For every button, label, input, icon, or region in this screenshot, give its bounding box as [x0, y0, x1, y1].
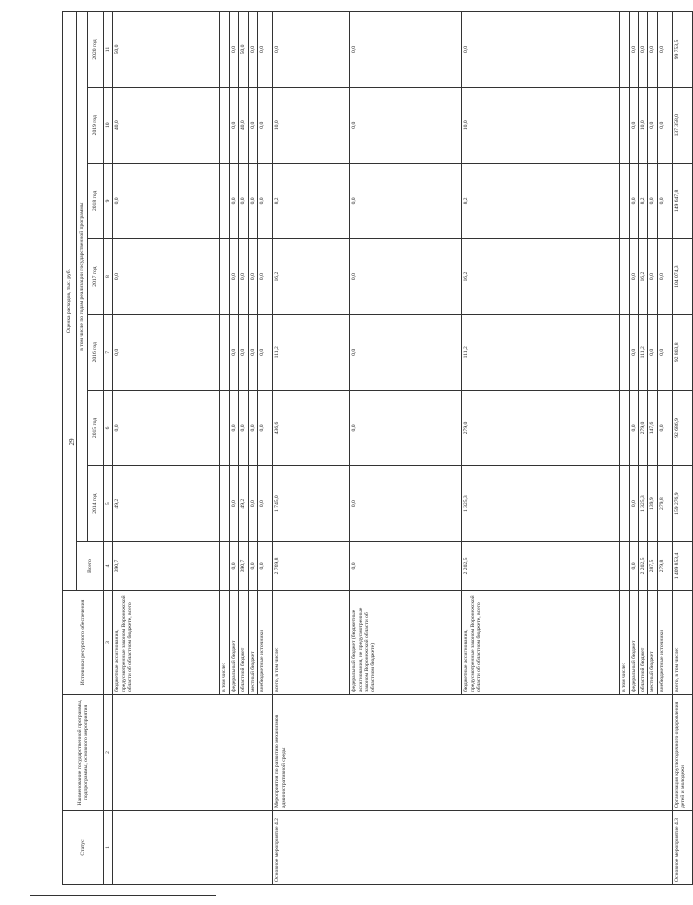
total-cell: 287,5	[648, 542, 657, 591]
value-cell: 0,0	[350, 314, 462, 390]
value-cell: 0,0	[657, 87, 672, 163]
page-number: 29	[68, 438, 76, 446]
total-cell: 0,0	[229, 542, 238, 591]
value-cell: 8,2	[273, 163, 350, 239]
total-cell: 390,7	[239, 542, 248, 591]
program-name-cell	[113, 695, 273, 811]
source-cell: всего, в том числе:	[672, 591, 692, 695]
value-cell: 111,2	[638, 314, 647, 390]
value-cell: 1 745,0	[273, 466, 350, 542]
value-cell: 0,0	[462, 12, 620, 88]
value-cell: 0,0	[239, 163, 248, 239]
value-cell: 0,0	[229, 163, 238, 239]
status-header: Статус	[63, 811, 104, 885]
year-header: 2014 год	[88, 466, 104, 542]
total-cell: 390,7	[113, 542, 220, 591]
value-cell: 149 647,8	[672, 163, 692, 239]
total-cell: 0,0	[258, 542, 273, 591]
total-cell: 279,8	[657, 542, 672, 591]
source-cell: федеральный бюджет	[629, 591, 638, 695]
source-cell: бюджетные ассигнования, предусмотренные законом Воронежской области об областном бюджете, всего	[113, 591, 220, 695]
value-cell: 8,2	[462, 163, 620, 239]
value-cell: 0,0	[258, 390, 273, 466]
program-name-cell: Мероприятия по развитию механизмов административной среды	[273, 695, 673, 811]
column-number: 1	[104, 811, 113, 885]
value-cell: 0,0	[258, 239, 273, 315]
year-header: 2019 год	[88, 87, 104, 163]
value-cell: 0,0	[629, 12, 638, 88]
column-number: 7	[104, 314, 113, 390]
value-cell: 0,0	[648, 87, 657, 163]
column-number: 5	[104, 466, 113, 542]
value-cell: 0,0	[258, 12, 273, 88]
value-cell: 0,0	[258, 466, 273, 542]
value-cell: 0,0	[629, 239, 638, 315]
year-header: 2015 год	[88, 390, 104, 466]
year-header: 2017 год	[88, 239, 104, 315]
value-cell: 0,0	[258, 314, 273, 390]
value-cell: 0,0	[229, 12, 238, 88]
value-cell: 92 686,9	[672, 390, 692, 466]
source-cell: бюджетные ассигнования, предусмотренные законом Воронежской области об областном бюджете, всего	[462, 591, 620, 695]
by-years-header: в том числе по годам реализации государственной программы	[77, 12, 88, 542]
value-cell: 50,0	[113, 12, 220, 88]
total-cell: 0,0	[350, 542, 462, 591]
value-cell: 279,8	[657, 466, 672, 542]
value-cell: 1 325,3	[638, 466, 647, 542]
source-cell: внебюджетные источники	[258, 591, 273, 695]
column-number: 3	[104, 591, 113, 695]
total-cell: 2 202,5	[462, 542, 620, 591]
source-cell: областной бюджет	[638, 591, 647, 695]
value-cell: 50,0	[239, 12, 248, 88]
resource-header: Источники ресурсного обеспечения	[63, 591, 104, 695]
value-cell: 0,0	[248, 390, 257, 466]
column-number: 6	[104, 390, 113, 466]
source-cell: внебюджетные источники	[657, 591, 672, 695]
status-cell	[113, 811, 273, 885]
value-cell: 0,0	[638, 12, 647, 88]
value-cell: 0,0	[648, 314, 657, 390]
column-number: 10	[104, 87, 113, 163]
table-row	[273, 12, 350, 885]
value-cell: 16,2	[638, 239, 647, 315]
column-number: 2	[104, 695, 113, 811]
value-cell: 0,0	[113, 390, 220, 466]
table-row	[672, 12, 692, 885]
value-cell: 147,6	[648, 390, 657, 466]
value-cell: 111,2	[273, 314, 350, 390]
source-cell: в том числе:	[220, 591, 229, 695]
total-cell: 0,0	[629, 542, 638, 591]
source-cell: местный бюджет	[648, 591, 657, 695]
source-cell: всего, в том числе:	[273, 591, 350, 695]
value-cell: 436,6	[273, 390, 350, 466]
year-header: 2016 год	[88, 314, 104, 390]
table-row	[113, 12, 220, 885]
total-cell: 2 769,8	[273, 542, 350, 591]
source-cell: областной бюджет	[239, 591, 248, 695]
budget-table-stage	[62, 12, 687, 885]
value-cell: 111,2	[462, 314, 620, 390]
value-cell: 10,0	[273, 87, 350, 163]
value-cell: 40,0	[113, 87, 220, 163]
value-cell: 0,0	[648, 12, 657, 88]
value-cell: 0,0	[113, 314, 220, 390]
value-cell: 0,0	[248, 12, 257, 88]
value-cell: 0,0	[229, 87, 238, 163]
value-cell: 0,0	[350, 163, 462, 239]
value-cell: 137 358,0	[672, 87, 692, 163]
value-cell: 0,0	[657, 12, 672, 88]
value-cell: 0,0	[248, 163, 257, 239]
value-cell: 0,0	[657, 390, 672, 466]
total-cell: 2 202,5	[638, 542, 647, 591]
value-cell: 49,2	[113, 466, 220, 542]
value-cell: 16,2	[462, 239, 620, 315]
cost-estimate-header: Оценка расходов, тыс. руб.	[63, 12, 77, 591]
value-cell: 0,0	[273, 12, 350, 88]
column-number: 4	[104, 542, 113, 591]
total-cell: 0,0	[248, 542, 257, 591]
value-cell: 279,0	[462, 390, 620, 466]
value-cell: 0,0	[248, 239, 257, 315]
value-cell: 0,0	[648, 239, 657, 315]
value-cell: 0,0	[229, 390, 238, 466]
value-cell: 0,0	[239, 390, 248, 466]
source-cell: в том числе:	[620, 591, 629, 695]
program-name-header: Наименование государственной программы, подпрограммы, основного мероприятия	[63, 695, 104, 811]
value-cell: 10,0	[638, 87, 647, 163]
value-cell: 0,0	[258, 163, 273, 239]
value-cell: 99 753,5	[672, 12, 692, 88]
value-cell: 0,0	[657, 239, 672, 315]
source-cell: федеральный бюджет	[229, 591, 238, 695]
value-cell: 0,0	[629, 163, 638, 239]
value-cell: 8,2	[638, 163, 647, 239]
source-cell: федеральный бюджет (бюджетные ассигнования, не предусмотренные законом Воронежской области об областном бюджете)	[350, 591, 462, 695]
value-cell: 0,0	[239, 239, 248, 315]
column-number: 8	[104, 239, 113, 315]
year-header: 2018 год	[88, 163, 104, 239]
value-cell: 40,0	[239, 87, 248, 163]
value-cell: 0,0	[350, 390, 462, 466]
value-cell: 0,0	[648, 163, 657, 239]
value-cell: 0,0	[657, 163, 672, 239]
value-cell: 0,0	[629, 466, 638, 542]
total-cell: 1 409 853,4	[672, 542, 692, 591]
value-cell: 0,0	[350, 87, 462, 163]
value-cell: 0,0	[248, 314, 257, 390]
status-cell: Основное мероприятие 4.2	[273, 811, 673, 885]
value-cell: 0,0	[113, 163, 220, 239]
value-cell: 16,2	[273, 239, 350, 315]
status-cell: Основное мероприятие 4.3	[672, 811, 692, 885]
budget-table	[62, 11, 693, 885]
column-number: 11	[104, 12, 113, 88]
program-name-cell: Организация круглогодичного оздоровления детей и молодежи	[672, 695, 692, 811]
value-cell: 0,0	[229, 466, 238, 542]
source-cell: местный бюджет	[248, 591, 257, 695]
value-cell: 0,0	[229, 239, 238, 315]
year-header: 2020 год	[88, 12, 104, 88]
value-cell: 0,0	[229, 314, 238, 390]
value-cell: 159 276,9	[672, 466, 692, 542]
value-cell: 104 074,3	[672, 239, 692, 315]
value-cell: 0,0	[258, 87, 273, 163]
value-cell: 0,0	[629, 87, 638, 163]
value-cell: 279,0	[638, 390, 647, 466]
value-cell: 0,0	[629, 390, 638, 466]
value-cell: 0,0	[350, 12, 462, 88]
value-cell: 1 325,3	[462, 466, 620, 542]
footnote-rule	[30, 895, 216, 896]
column-number: 9	[104, 163, 113, 239]
total-header: Всего	[77, 542, 104, 591]
value-cell: 0,0	[629, 314, 638, 390]
value-cell: 0,0	[248, 87, 257, 163]
value-cell: 0,0	[350, 466, 462, 542]
value-cell: 0,0	[657, 314, 672, 390]
value-cell: 0,0	[350, 239, 462, 315]
value-cell: 0,0	[113, 239, 220, 315]
value-cell: 139,9	[648, 466, 657, 542]
value-cell: 49,2	[239, 466, 248, 542]
value-cell: 0,0	[248, 466, 257, 542]
value-cell: 0,0	[239, 314, 248, 390]
value-cell: 10,0	[462, 87, 620, 163]
value-cell: 92 803,8	[672, 314, 692, 390]
